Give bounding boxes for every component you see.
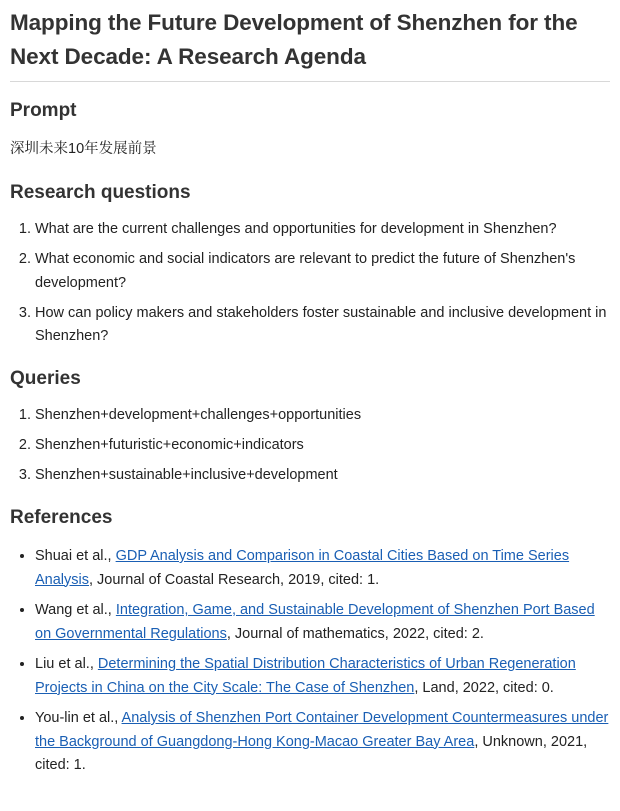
reference-item xyxy=(35,545,610,592)
reference-authors: Wang et al., xyxy=(35,602,116,618)
research-question-item: 1. What are the current challenges and opportunities for development in Shenzhen? xyxy=(35,218,610,242)
queries-heading: Queries xyxy=(10,367,81,389)
reference-authors: You-lin et al., xyxy=(35,710,122,726)
reference-title-link[interactable]: Integration, Game, and Sustainable Development of Shenzhen Port Based on Governmental Regulations xyxy=(35,602,595,642)
queries-list xyxy=(10,404,610,488)
reference-details: , Journal of mathematics, 2022, cited: 2. xyxy=(226,625,484,642)
prompt-text: 深圳未来10年发展前景 xyxy=(10,141,157,157)
research-questions-heading: Research questions xyxy=(10,182,191,203)
references-list xyxy=(10,545,610,778)
reference-item xyxy=(35,653,610,700)
reference-authors: Shuai et al., xyxy=(35,548,116,564)
query-item: 1. Shenzhen+development+challenges+opportunities xyxy=(35,404,610,428)
reference-authors: Liu et al., xyxy=(35,656,98,672)
reference-item xyxy=(35,599,610,646)
reference-details: , Land, 2022, cited: 0. xyxy=(414,679,554,696)
prompt-heading: Prompt xyxy=(10,100,77,121)
research-question-item: 2. What economic and social indicators are relevant to predict the future of Shenzhen's development? xyxy=(35,248,610,295)
reference-item xyxy=(35,707,610,778)
reference-title-link[interactable]: GDP Analysis and Comparison in Coastal Cities Based on Time Series Analysis xyxy=(35,548,570,588)
research-question-item: 3. How can policy makers and stakeholders foster sustainable and inclusive development in Shenzhen? xyxy=(35,302,610,349)
page-title: Mapping the Future Development of Shenzhen for the Next Decade: A Research Agenda xyxy=(10,6,610,82)
query-item: 3. Shenzhen+sustainable+inclusive+development xyxy=(35,464,610,488)
reference-details: , Unknown, 2021, cited: 1. xyxy=(35,733,588,773)
reference-title-link[interactable]: Analysis of Shenzhen Port Container Development Countermeasures under the Background of Guangdong-Hong Kong-Macao Greater Bay Area xyxy=(35,710,609,750)
reference-title-link[interactable]: Determining the Spatial Distribution Characteristics of Urban Regeneration Projects in China on the City Scale: The Case of Shenzhen xyxy=(35,656,576,696)
reference-details: , Journal of Coastal Research, 2019, cited: 1. xyxy=(89,571,380,588)
research-questions-list xyxy=(10,218,610,349)
query-item: 2. Shenzhen+futuristic+economic+indicators xyxy=(35,434,610,458)
references-heading: References xyxy=(10,507,113,528)
